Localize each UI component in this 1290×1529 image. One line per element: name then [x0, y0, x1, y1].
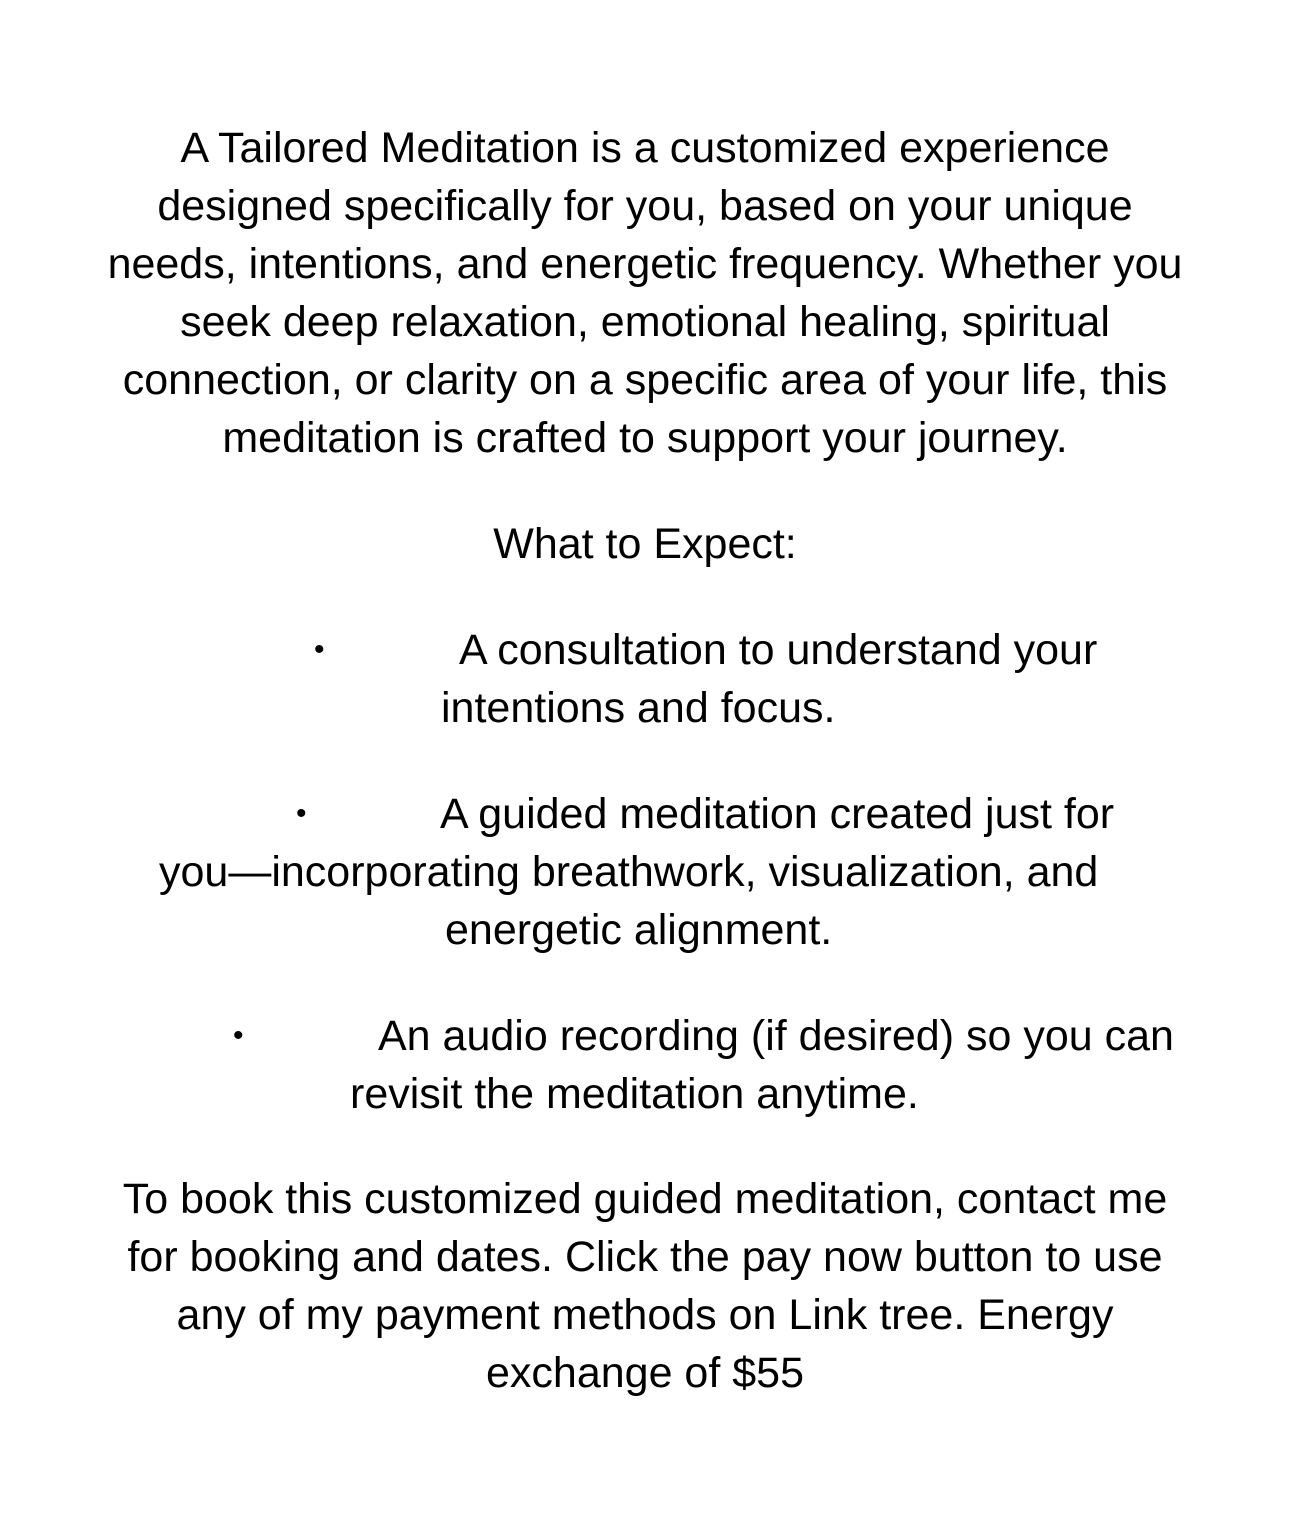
- bullet-line: revisit the meditation anytime.: [350, 1070, 919, 1118]
- booking-line: for booking and dates. Click the pay now button to use: [127, 1233, 1163, 1281]
- intro-line: needs, intentions, and energetic frequency. Whether you: [107, 240, 1183, 288]
- bullet-line: A guided meditation created just for: [440, 790, 1115, 838]
- bullet-line: energetic alignment.: [445, 906, 833, 954]
- bullet-line: intentions and focus.: [441, 684, 836, 732]
- booking-line: any of my payment methods on Link tree. Energy: [176, 1291, 1114, 1339]
- expect-heading-text: What to Expect:: [493, 520, 797, 568]
- intro-line: designed specifically for you, based on your unique: [157, 182, 1133, 230]
- bullet-marker: •: [296, 797, 307, 830]
- bullet-line: A consultation to understand your: [459, 626, 1098, 674]
- booking-line: To book this customized guided meditation, contact me: [122, 1175, 1168, 1223]
- booking-line: exchange of $55: [486, 1349, 804, 1397]
- expect-heading: [0, 515, 1290, 573]
- booking-paragraph: [0, 1170, 1290, 1402]
- intro-line: meditation is crafted to support your journey.: [222, 414, 1068, 462]
- bullet-line: An audio recording (if desired) so you can: [378, 1012, 1174, 1060]
- bullet-marker: •: [314, 633, 325, 666]
- intro-paragraph: [0, 119, 1290, 467]
- bullet-marker: •: [233, 1019, 244, 1052]
- intro-line: connection, or clarity on a specific area of your life, this: [122, 356, 1168, 404]
- intro-line: A Tailored Meditation is a customized experience: [180, 124, 1110, 172]
- bullet-line: you—incorporating breathwork, visualization, and: [159, 848, 1099, 896]
- intro-line: seek deep relaxation, emotional healing, spiritual: [180, 298, 1110, 346]
